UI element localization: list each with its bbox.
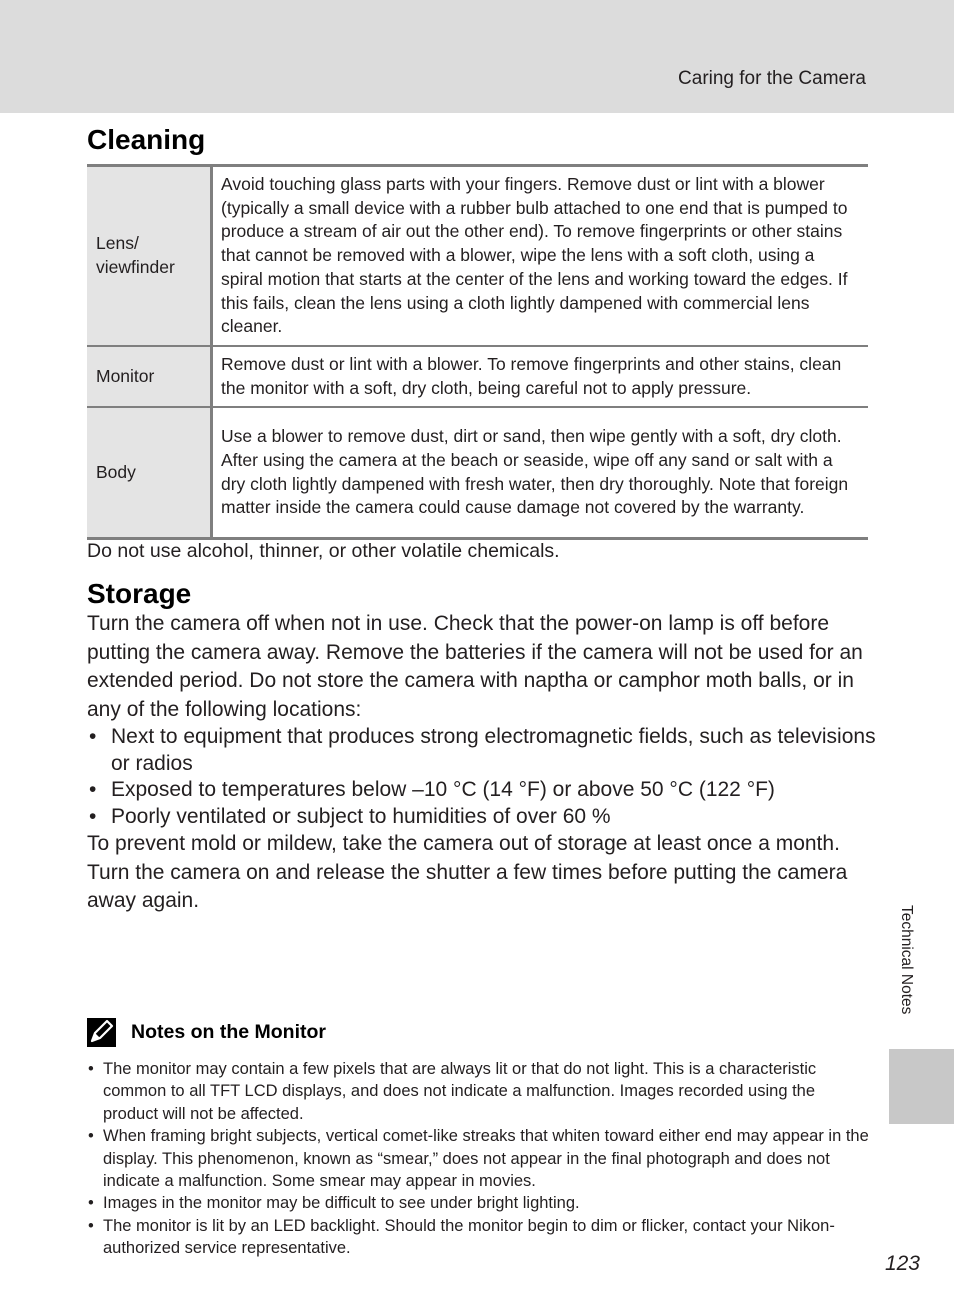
list-item [87,1058,869,1125]
notes-header [87,1015,326,1049]
storage-outro: To prevent mold or mildew, take the camera out of storage at least once a month. Turn the camera on and release the shutter a few times before putting the camera away again. [87,832,848,912]
cleaning-table [87,164,868,540]
notes-list [87,1058,869,1260]
list-item [87,777,877,804]
pencil-check-icon [87,1018,116,1047]
bullet-icon: • [88,1060,94,1078]
header-band [0,0,954,113]
table-row [87,166,868,346]
side-tab [889,1049,954,1124]
list-item [87,1192,869,1214]
section-label: Caring for the Camera [678,68,866,89]
notes-title: Notes on the Monitor [131,1020,326,1043]
row-label-lens [87,166,212,346]
storage-body [87,610,877,916]
list-item [87,1125,869,1192]
list-item-text: Poorly ventilated or subject to humidities of over 60 % [111,804,611,828]
list-item [87,724,877,777]
storage-location-list [87,724,877,830]
list-item-text: The monitor is lit by an LED backlight. Should the monitor begin to dim or flicker, contact your Nikon-authorized service representative. [103,1216,835,1258]
storage-intro: Turn the camera off when not in use. Check that the power-on lamp is off before putting the camera away. Remove the batteries if the camera will not be used for an extended period. Do not store the camera with naptha or camphor moth balls, or in any of the following locations: [87,612,863,721]
side-tab-label: Technical Notes [898,905,915,1015]
row-description: Avoid touching glass parts with your fingers. Remove dust or lint with a blower (typically a small device with a rubber bulb attached to one end that is pumped to produce a stream of air out the other end). To remove fingerprints or other stains that cannot be removed with a blower, wipe the lens with a soft cloth, using a spiral motion that starts at the center of the lens and working toward the edges. If this fails, clean the lens using a cloth lightly dampened with commercial lens cleaner. [221,174,848,337]
bullet-icon: • [88,1216,94,1235]
list-item-text: When framing bright subjects, vertical comet-like streaks that whiten toward either end may appear in the display. This phenomenon, known as “smear,” does not appear in the final photograph and does not indicate a malfunction. Some smear may appear in movies. [103,1127,869,1191]
bullet-icon: • [88,1194,94,1213]
chemicals-warning: Do not use alcohol, thinner, or other volatile chemicals. [87,540,560,562]
row-description: Use a blower to remove dust, dirt or sand, then wipe gently with a soft, dry cloth. After using the camera at the beach or seaside, wipe off any sand or salt with a dry cloth lightly dampened with fresh water, then dry thoroughly. Note that foreign matter inside the camera could cause damage not covered by the warranty. [212,407,869,538]
bullet-icon: • [89,725,97,748]
cleaning-heading: Cleaning [87,124,206,155]
bullet-icon: • [89,778,97,801]
table-row [87,407,868,538]
bullet-icon: • [89,804,97,828]
page-number: 123 [884,1252,920,1275]
list-item-text: The monitor may contain a few pixels that are always lit or that do not light. This is a characteristic common to all TFT LCD displays, and does not indicate a malfunction. Images recorded using the product will not be affected. [103,1060,817,1123]
table-row [87,346,868,407]
list-item-text: Exposed to temperatures below –10 °C (14 °F) or above 50 °C (122 °F) [111,778,775,801]
row-label-monitor: Monitor [87,346,212,407]
bullet-icon: • [88,1127,94,1146]
list-item-text: Images in the monitor may be difficult to see under bright lighting. [103,1194,580,1213]
row-label-text: Lens/ viewfinder [96,233,175,277]
list-item [87,804,877,831]
list-item [87,1215,869,1260]
list-item-text: Next to equipment that produces strong electromagnetic fields, such as televisions or radios [111,725,876,775]
row-description: Remove dust or lint with a blower. To remove fingerprints and other stains, clean the monitor with a soft, dry cloth, being careful not to apply pressure. [212,346,869,407]
storage-heading: Storage [87,578,192,609]
row-label-body: Body [87,407,212,538]
